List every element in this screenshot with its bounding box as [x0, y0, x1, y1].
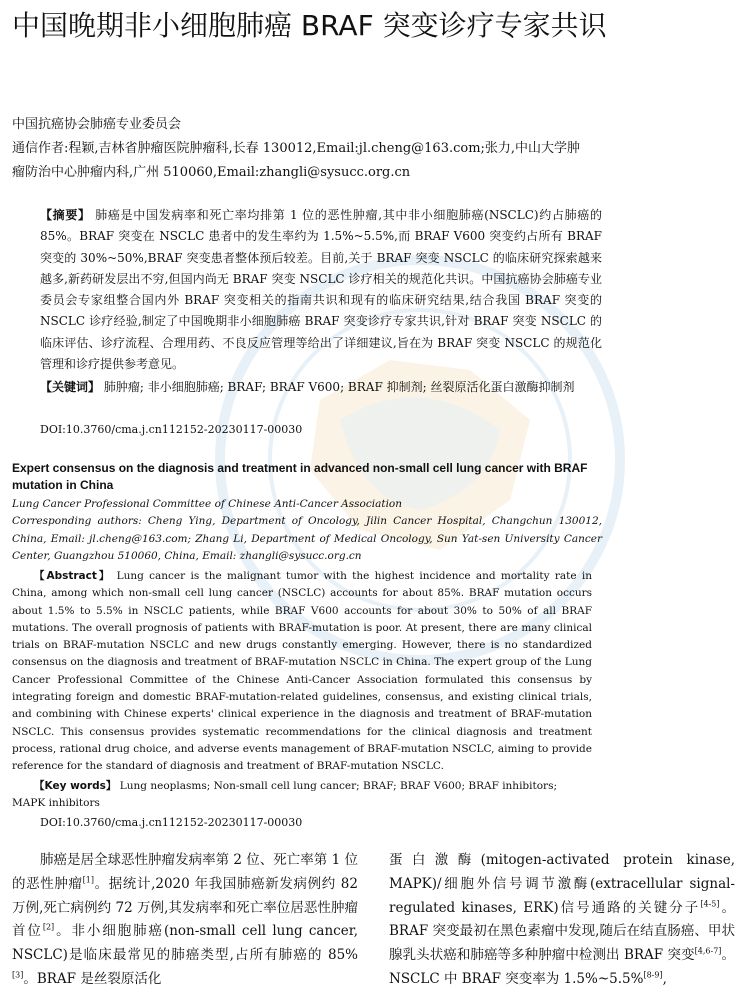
keywords-en-label: 【Key words】	[34, 780, 117, 792]
abstract-cn	[40, 205, 602, 375]
keywords-cn-text: 肺肿瘤; 非小细胞肺癌; BRAF; BRAF V600; BRAF 抑制剂; 丝裂原活化蛋白激酶抑制剂	[103, 380, 575, 394]
page-title: 中国晚期非小细胞肺癌 BRAF 突变诊疗专家共识	[12, 9, 607, 42]
keywords-cn	[40, 377, 602, 398]
keywords-en	[12, 778, 592, 812]
citation: [4,6-7]	[694, 946, 722, 956]
keywords-en-text: Lung neoplasms; Non-small cell lung cancer; BRAF; BRAF V600; BRAF inhibitors; MAPK inhibitors	[12, 780, 557, 809]
doi-cn: DOI:10.3760/cma.j.cn112152-20230117-00030	[40, 423, 303, 436]
organization: 中国抗癌协会肺癌专业委员会	[12, 117, 182, 132]
keywords-cn-label: 【关键词】	[40, 380, 101, 394]
abstract-en-text: Lung cancer is the malignant tumor with the highest incidence and mortality rate in China, among which non-small cell lung cancer (NSCLC) accounts for about 85%. BRAF mutation occurs about 1.5% to 5.5% in NSCLC patients, while BRAF V600 accounts for about 30% to 50% of all BRAF mutations. The overall prognosis of patients with BRAF-mutation is poor. At present, there are many clinical trials on BRAF-mutation NSCLC and new drugs constantly emerging. However, there is no standardized consensus on the diagnosis and treatment of BRAF-mutation NSCLC in China. The expert group of the Lung Cancer Professional Committee of the Chinese Anti-Cancer Association formulated this consensus by integrating foreign and domestic BRAF-mutation-related guidelines, consensus, and existing clinical trials, and combining with Chinese experts' clinical experience in the diagnosis and treatment of BRAF-mutation NSCLC. This consensus provides systematic recommendations for the clinical diagnosis and treatment process, rational drug choice, and adverse events management of BRAF-mutation NSCLC, aiming to provide reference for the standard of diagnosis and treatment of BRAF-mutation NSCLC.	[12, 570, 592, 773]
abstract-en	[12, 568, 592, 776]
body-text: 。BRAF 突变最初在黑色素瘤中发现,随后在结直肠癌、甲状腺乳头状癌和肺癌等多种肿瘤中检测出 BRAF 突变	[389, 899, 735, 964]
body-text: 蛋白激酶(mitogen-activated protein kinase, MAPK)/细胞外信号调节激酶(extracellular signal-regulated kinases, ERK)信号通路的关键分子	[389, 852, 735, 916]
body-text: 肺癌是居全球恶性肿瘤发病率第 2 位、死亡率第 1 位的恶性肿瘤	[12, 852, 358, 892]
body-text: 。非小细胞肺癌(non-small cell lung cancer, NSCLC)是临床最常见的肺癌类型,占所有肺癌的 85%	[12, 923, 358, 964]
body-text: 。NSCLC 中 BRAF 突变率为 1.5%~5.5%	[389, 947, 735, 987]
corresponding-authors-cn: 通信作者:程颖,吉林省肿瘤医院肿瘤科,长春 130012,Email:jl.cheng@163.com;张力,中山大学肿瘤防治中心肿瘤内科,广州 510060,Email:zhangli@sysucc.org.cn	[12, 141, 581, 180]
english-author-info	[12, 496, 602, 565]
english-title: Expert consensus on the diagnosis and treatment in advanced non-small cell lung cancer with BRAF mutation in China	[12, 461, 588, 492]
body-column-right	[389, 849, 735, 992]
citation: [4-5]	[700, 899, 720, 909]
citation: [8-9]	[643, 970, 663, 980]
abstract-en-label: 【Abstract】	[34, 570, 112, 582]
body-text: ,	[662, 970, 667, 987]
english-corresponding-authors: Corresponding authors: Cheng Ying, Department of Oncology, Jilin Cancer Hospital, Changchun 130012, China, Email: jl.cheng@163.com; Zhang Li, Department of Medical Oncology, Sun Yat-sen University Cancer Center, Guangzhou 510060, China, Email: zhangli@sysucc.org.cn	[12, 515, 602, 562]
abstract-cn-text: 肺癌是中国发病率和死亡率均排第 1 位的恶性肿瘤,其中非小细胞肺癌(NSCLC)约占肺癌的 85%。BRAF 突变在 NSCLC 患者中的发生率约为 1.5%~5.5%,而 BRAF V600 突变约占所有 BRAF 突变的 30%~50%,BRAF 突变患者整体预后较差。目前,关于 BRAF 突变 NSCLC 的临床研究探索越来越多,新药研发层出不穷,但国内尚无 BRAF 突变 NSCLC 诊疗相关的规范化共识。中国抗癌协会肺癌专业委员会专家组整合国内外 BRAF 突变相关的指南共识和现有的临床研究结果,结合我国 BRAF 突变的 NSCLC 诊疗经验,制定了中国晚期非小细胞肺癌 BRAF 突变诊疗专家共识,针对 BRAF 突变 NSCLC 的临床评估、诊疗流程、合理用药、不良反应管理等给出了详细建议,旨在为 BRAF 突变 NSCLC 的规范化管理和诊疗提供参考意见。	[40, 208, 602, 372]
citation: [3]	[12, 970, 24, 980]
abstract-cn-label: 【摘要】	[40, 208, 91, 222]
english-organization: Lung Cancer Professional Committee of Chinese Anti-Cancer Association	[12, 498, 403, 510]
body-column-left	[12, 849, 358, 992]
body-text: 。BRAF 是丝裂原活化	[23, 970, 162, 987]
doi-en: DOI:10.3760/cma.j.cn112152-20230117-00030	[40, 816, 303, 829]
citation: [1]	[82, 875, 94, 885]
citation: [2]	[42, 922, 55, 932]
body-text: 。据统计,2020 年我国肺癌新发病例约 82 万例,死亡病例约 72 万例,其发病率和死亡率位居恶性肿瘤首位	[12, 875, 358, 940]
